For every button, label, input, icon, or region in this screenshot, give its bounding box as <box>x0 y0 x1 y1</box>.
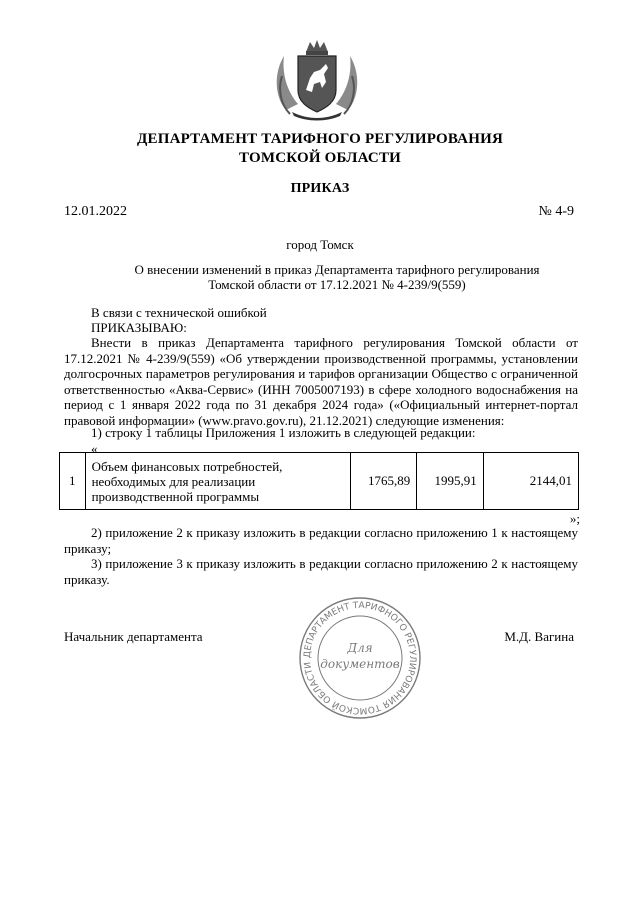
item-2-paragraph <box>64 525 578 556</box>
row-name-cell: Объем финансовых потребностей, необходимых для реализации производственной программы <box>85 453 350 510</box>
document-number: № 4-9 <box>538 204 574 219</box>
quote-open-mark: « <box>91 441 98 456</box>
row-number-cell: 1 <box>60 453 86 510</box>
value-2024-cell: 2144,01 <box>483 453 578 510</box>
subject-line1: О внесении изменений в приказ Департамента тарифного регулирования <box>134 262 540 277</box>
value-2022-cell: 1765,89 <box>350 453 417 510</box>
document-date: 12.01.2022 <box>64 204 127 219</box>
reason-text: В связи с технической ошибкой <box>91 305 267 320</box>
main-paragraph <box>64 335 578 428</box>
subject-line2: Томской области от 17.12.2021 № 4-239/9(559) <box>208 277 466 292</box>
department-title-line2: ТОМСКОЙ ОБЛАСТИ <box>238 150 402 166</box>
order-word-paragraph <box>64 320 578 336</box>
quote-close-mark: »; <box>569 511 580 526</box>
official-stamp <box>296 594 424 722</box>
table-row <box>60 453 579 510</box>
document-subject <box>120 262 554 292</box>
item-1-paragraph <box>64 425 578 441</box>
order-word-text: ПРИКАЗЫВАЮ: <box>91 320 187 335</box>
tomsk-coat-of-arms-icon <box>268 38 366 122</box>
stamp-ring-text: ДЕПАРТАМЕНТ ТАРИФНОГО РЕГУЛИРОВАНИЯ ТОМСКОЙ ОБЛАСТИ <box>302 600 418 716</box>
stamp-line1: Для <box>347 641 373 655</box>
item-3-text: 3) приложение 3 к приказу изложить в редакции согласно приложению 2 к настоящему приказу. <box>64 556 578 587</box>
value-2023-cell: 1995,91 <box>417 453 484 510</box>
item-2-text: 2) приложение 2 к приказу изложить в редакции согласно приложению 1 к настоящему приказу; <box>64 525 578 556</box>
item-1-text: 1) строку 1 таблицы Приложения 1 изложить в следующей редакции: <box>91 425 476 440</box>
reason-paragraph <box>64 305 578 321</box>
document-city: город Томск <box>286 237 354 252</box>
item-3-paragraph <box>64 556 578 587</box>
document-type: ПРИКАЗ <box>290 181 350 196</box>
department-title-line1: ДЕПАРТАМЕНТ ТАРИФНОГО РЕГУЛИРОВАНИЯ <box>137 131 503 147</box>
signatory-position: Начальник департамента <box>64 629 203 644</box>
stamp-line2: документов <box>320 657 400 671</box>
changes-table <box>59 452 579 510</box>
main-paragraph-text: Внести в приказ Департамента тарифного регулирования Томской области от 17.12.2021 № 4-239/9(559) «Об утверждении производственной программы, установлении долгосрочных параметров регулирования и тарифов организации Общество с ограниченной ответственностью «Аква-Сервис» (ИНН 7005007193) в сфере холодного водоснабжения на период с 1 января 2022 года по 31 декабря 2024 года» («Официальный интернет-портал правовой информации» (www.pravo.gov.ru), 21.12.2021) следующие изменения: <box>64 335 578 428</box>
signatory-name: М.Д. Вагина <box>504 629 574 644</box>
